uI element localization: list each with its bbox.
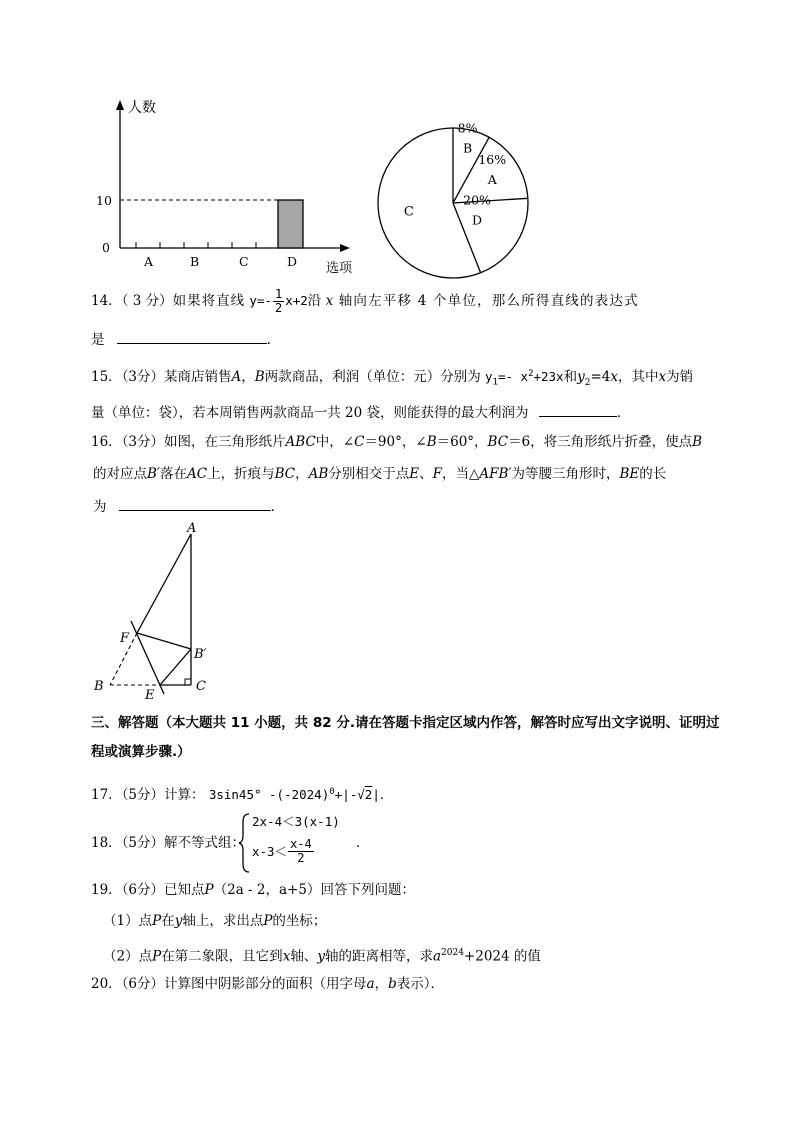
q15-sep: ， <box>241 369 255 386</box>
q20-sep: ， <box>374 976 389 992</box>
q16-number: 16． <box>91 434 122 450</box>
q19-s2exp: 2024 <box>441 948 464 958</box>
y-axis-label: 人数 <box>128 100 156 116</box>
q16-text: 如图，在三角形纸片 <box>164 434 286 450</box>
q16-l2a: 的对应点 <box>93 466 147 482</box>
q15-y1-sub: 1 <box>492 377 498 388</box>
q17-expr2: +|- <box>334 787 358 803</box>
bar-D <box>278 200 303 248</box>
q19-s2d: 轴的距离相等，求 <box>324 948 433 965</box>
q16-l2e: 分别相交于点 <box>328 466 410 482</box>
q14-number: 14． <box>91 293 122 309</box>
q15-eq1-b: +23x <box>533 369 564 385</box>
q20-b: b <box>388 976 397 992</box>
q16-afb: AFB′ <box>479 466 512 482</box>
q18-inequality-1: 2x-4＜3(x-1) <box>252 814 340 829</box>
q17-root-sign: √ <box>357 787 365 803</box>
y-tick-label-0: 0 <box>102 240 110 255</box>
q14-fraction <box>273 288 284 315</box>
q16-l2b: 落在 <box>160 466 187 482</box>
q19-coord: （2a - 2，a+5） <box>213 882 321 898</box>
question-15-line2 <box>91 402 630 423</box>
q16-text4: ＝60°， <box>436 434 488 450</box>
question-19-part1 <box>103 911 326 931</box>
q17-radicand: 2 <box>364 787 373 803</box>
q15-text2: 两款商品，利润（单位：元）分别为 <box>264 369 481 386</box>
q14-score: （ 3 分） <box>121 293 173 309</box>
q16-l2d: ， <box>295 466 309 482</box>
right-angle-mark <box>185 679 191 685</box>
pie-percent-D: 20% <box>463 192 491 208</box>
q16-b: B <box>426 434 437 450</box>
q18-end: ． <box>356 835 370 851</box>
q14-frac-den: 2 <box>274 301 283 315</box>
label-B: B <box>94 679 104 694</box>
q19-s2x: x <box>282 948 291 965</box>
q16-abc: ABC <box>285 434 316 450</box>
q14-text4: 是 <box>91 332 105 348</box>
q17-score: （5分） <box>121 787 165 804</box>
q16-e: E <box>409 466 420 482</box>
q18-number: 18． <box>91 835 122 851</box>
q19-s2p: P <box>152 948 162 965</box>
q18-frac-den: 2 <box>297 851 305 865</box>
q16-end: ． <box>270 499 285 515</box>
q15-text3: ，其中 <box>618 369 659 386</box>
q18-inequality-2 <box>252 838 315 865</box>
q17-expr1: 3sin45° -(-2024) <box>208 787 330 803</box>
q15-x: x <box>610 369 618 386</box>
q15-square: 2 <box>528 369 534 379</box>
q18-score: （5分） <box>121 835 165 851</box>
q15-eq2: =4 <box>590 369 611 386</box>
question-16 <box>91 432 702 452</box>
q19-s2a2: a <box>432 948 442 965</box>
q14-xpart: x+2 <box>285 293 308 308</box>
q15-x2: x <box>658 369 667 386</box>
q14-text2: 沿 <box>307 293 326 309</box>
q19-s1d: 的坐标； <box>272 913 327 929</box>
q19-s1p2: P <box>263 913 273 929</box>
q17-expr3: | <box>372 787 380 803</box>
q19-s1c: 轴上，求出点 <box>182 913 264 929</box>
q15-and: 和 <box>563 369 578 386</box>
q18-text: 解不等式组： <box>164 835 246 851</box>
q15-y1: y <box>485 369 493 385</box>
q14-x: x <box>325 293 334 309</box>
segment-fbp <box>137 633 191 649</box>
label-C: C <box>196 679 206 694</box>
q16-l2h: 为等腰三角形时， <box>511 466 620 482</box>
question-19 <box>91 880 415 900</box>
q19-score: （6分） <box>121 882 165 898</box>
q19-s2a: （2）点 <box>103 948 153 965</box>
q16-bc2: BC <box>274 466 296 482</box>
q16-ac: AC <box>187 466 208 482</box>
label-F: F <box>120 631 130 646</box>
q16-f: F <box>432 466 443 482</box>
side-af <box>137 534 191 633</box>
q15-y2: y <box>577 369 585 386</box>
q16-text2: 中，∠ <box>315 434 355 450</box>
x-tick-label-D: D <box>287 254 298 269</box>
q18-frac-num: x-4 <box>290 837 312 851</box>
pie-percent-A: 16% <box>478 152 507 168</box>
q19-p: P <box>204 882 214 898</box>
q16-answer-blank[interactable] <box>119 496 271 511</box>
q19-text: 已知点 <box>164 882 205 898</box>
section-3-heading-line2: 程或演算步骤.） <box>91 744 191 760</box>
q15-score: （3分） <box>121 369 165 386</box>
q14-end: ． <box>266 332 281 348</box>
q19-s2y: y <box>317 948 325 965</box>
q18-brace <box>237 812 251 874</box>
question-15 <box>91 364 693 393</box>
pie-label-A: A <box>487 172 497 188</box>
label-E: E <box>145 688 155 702</box>
q20-text: 计算图中阴影部分的面积（用字母 <box>164 976 367 992</box>
q18-fraction <box>288 838 314 865</box>
q16-be: BE <box>619 466 640 482</box>
question-14-line2 <box>91 329 280 350</box>
q20-score: （6分） <box>121 976 165 992</box>
x-axis-label: 选项 <box>326 261 353 276</box>
q16-b2: B <box>692 434 703 450</box>
q16-c: C <box>354 434 365 450</box>
q17-text: 计算： <box>164 787 205 804</box>
q17-end: ． <box>379 787 394 804</box>
q16-l2g: ，当△ <box>442 466 480 482</box>
q19-s1y: y <box>174 913 183 929</box>
q15-y2-sub: 2 <box>584 377 591 388</box>
q14-line-eq <box>249 287 308 315</box>
pie-label-B: B <box>462 140 473 156</box>
q15-number: 15． <box>91 369 122 386</box>
section-3-heading: 三、解答题（本大题共 11 小题，共 82 分.请在答题卡指定区域内作答，解答时应写出文字说明、证明过 <box>91 715 720 731</box>
q20-number: 20． <box>91 976 122 992</box>
q15-text4: 为销 <box>666 369 694 386</box>
q17-expression <box>209 787 380 802</box>
q17-number: 17． <box>91 787 122 804</box>
q16-bp: B′ <box>147 466 160 482</box>
x-axis-arrow <box>340 244 350 252</box>
q19-text2: 回答下列问题： <box>320 882 415 898</box>
q15-text: 某商店销售 <box>164 369 232 386</box>
q15-text5: 量（单位：袋），若本周销售两款商品一共 20 袋，则能获得的最大利润为 <box>91 405 529 421</box>
q19-number: 19． <box>91 882 122 898</box>
q20-text2: 表示）． <box>396 976 444 992</box>
q15-end: ． <box>616 405 631 421</box>
q19-s2c: 轴、 <box>290 948 318 965</box>
q14-yeq: y=- <box>249 293 272 308</box>
q15-answer-blank[interactable] <box>539 402 617 417</box>
label-A: A <box>187 522 197 536</box>
q18-ineq2a: x-3＜ <box>252 843 288 859</box>
segment-ebp <box>160 649 191 685</box>
y-axis-arrow <box>116 100 124 110</box>
q19-s1b: 在 <box>161 913 175 929</box>
bar-chart <box>88 92 378 282</box>
q16-text3: ＝90°，∠ <box>364 434 427 450</box>
q14-answer-blank[interactable] <box>117 329 267 344</box>
x-tick-label-B: B <box>190 254 200 269</box>
pie-label-C: C <box>403 204 414 220</box>
q16-l3: 为 <box>93 499 107 515</box>
y-tick-label-10: 10 <box>96 193 112 208</box>
question-20 <box>91 974 444 994</box>
q19-s1p: P <box>152 913 162 929</box>
q16-l2c: 上，折痕与 <box>207 466 275 482</box>
q15-B: B <box>254 369 265 386</box>
x-tick-label-C: C <box>239 254 249 269</box>
q19-s1a: （1）点 <box>103 913 153 929</box>
q16-ab: AB <box>308 466 329 482</box>
q14-frac-num: 1 <box>274 287 283 301</box>
q16-l2f: 、 <box>419 466 433 482</box>
q16-score: （3分） <box>121 434 165 450</box>
x-tick-label-A: A <box>144 254 154 269</box>
triangle-figure <box>85 522 225 702</box>
question-17 <box>91 782 393 805</box>
q16-l2i: 的长 <box>639 466 667 482</box>
q17-exponent: 0 <box>329 787 335 797</box>
pie-percent-B: 8% <box>457 120 478 136</box>
q15-eq1-a: =- x <box>497 369 529 385</box>
question-14 <box>91 288 721 315</box>
question-16-line3 <box>93 496 284 517</box>
question-16-line2 <box>93 464 666 484</box>
q14-text: 如果将直线 <box>172 293 246 309</box>
q16-text5: ＝6，将三角形纸片折叠，使点 <box>508 434 693 450</box>
pie-label-D: D <box>472 212 483 228</box>
q14-text3: 轴向左平移 4 个单位，那么所得直线的表达式 <box>333 293 639 309</box>
q16-bc: BC <box>487 434 509 450</box>
fold-line <box>131 621 164 694</box>
label-Bp: B′ <box>194 647 207 662</box>
pie-chart <box>370 118 540 288</box>
question-19-part2 <box>103 943 541 967</box>
q19-s2e: +2024 的值 <box>463 948 541 965</box>
q15-eq1 <box>485 369 564 388</box>
q19-s2b: 在第二象限，且它到 <box>161 948 283 965</box>
question-18 <box>91 833 245 853</box>
q15-A: A <box>231 369 242 386</box>
q20-a: a <box>366 976 375 992</box>
